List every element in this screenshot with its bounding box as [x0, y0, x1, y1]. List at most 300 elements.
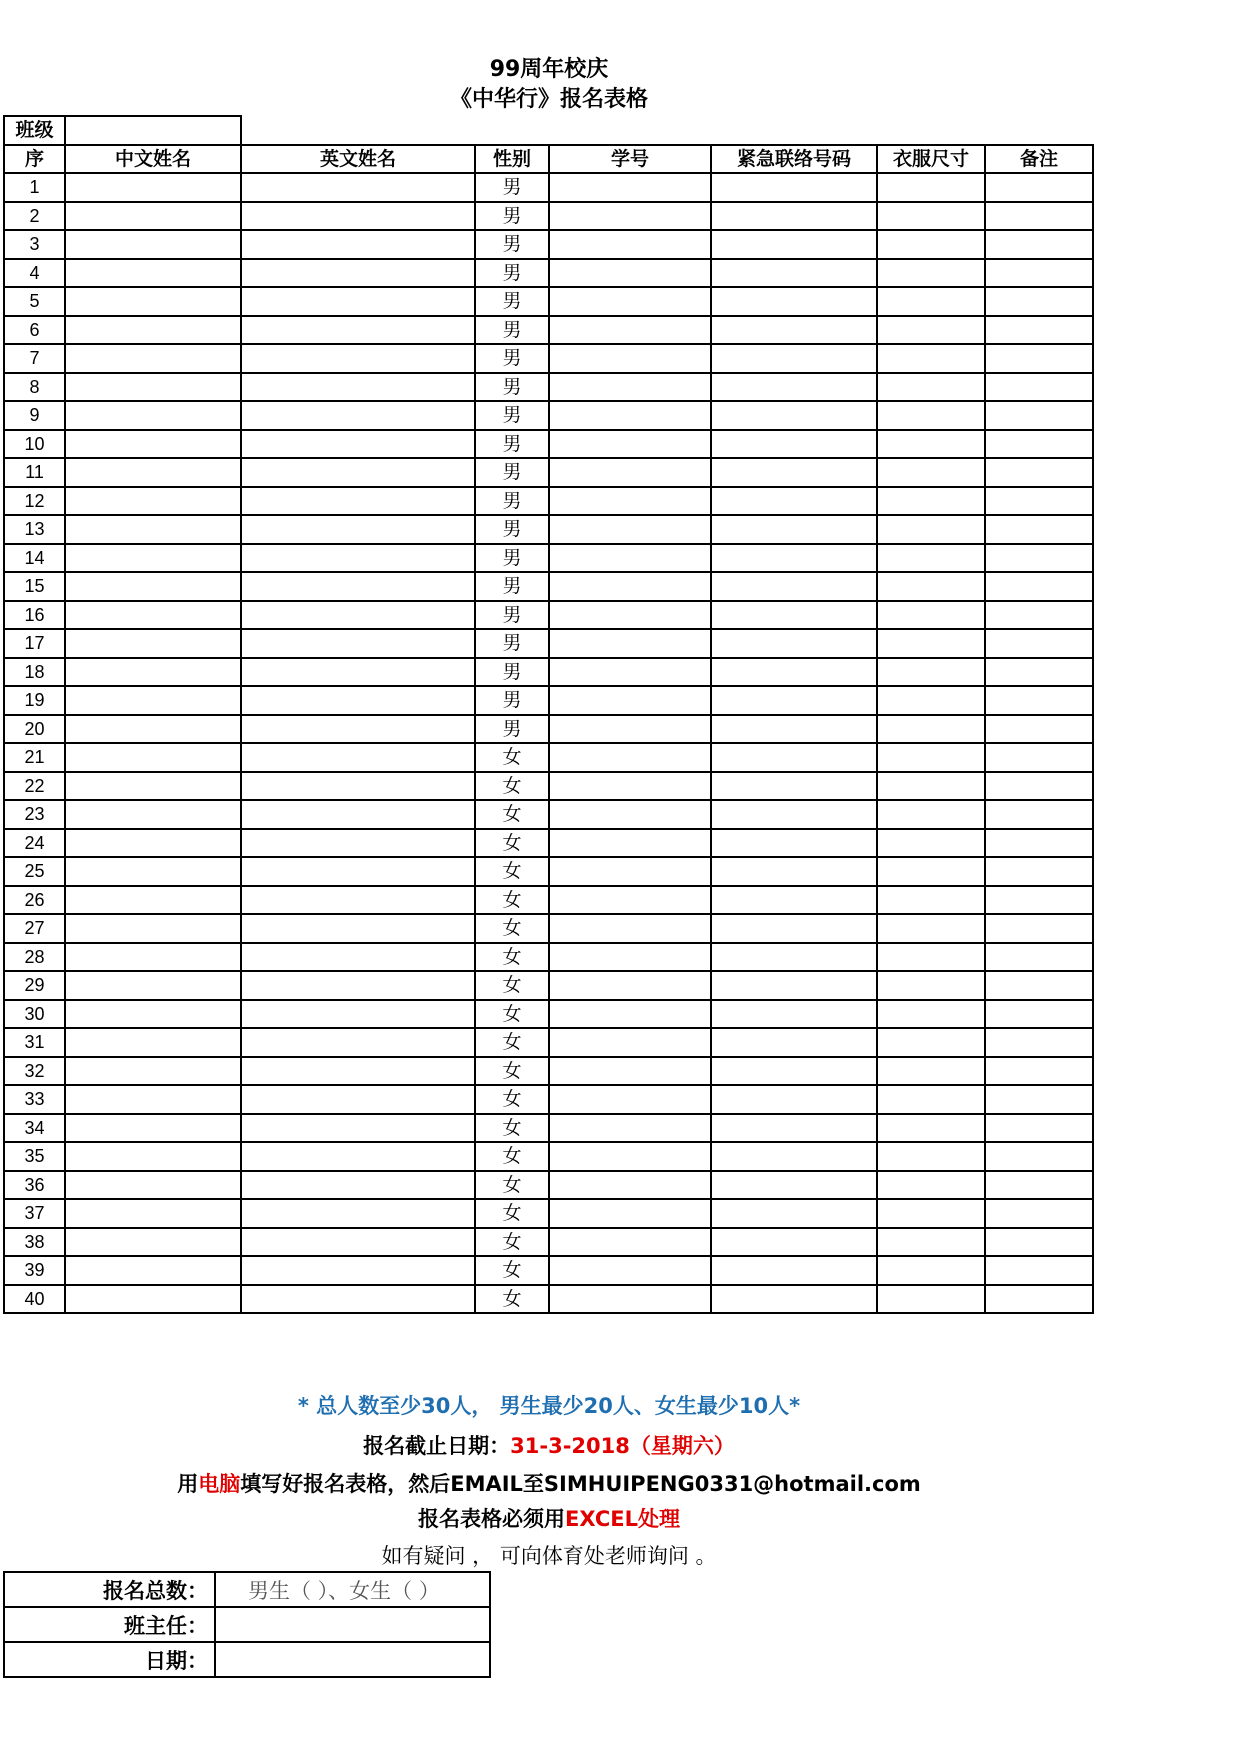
input-cell[interactable]: [985, 544, 1093, 573]
input-cell[interactable]: [985, 202, 1093, 231]
row-number: 24: [4, 829, 65, 858]
input-cell[interactable]: [549, 1171, 711, 1200]
input-cell[interactable]: [877, 287, 985, 316]
input-cell[interactable]: [65, 259, 241, 288]
table-row: [4, 515, 1093, 544]
input-cell[interactable]: [549, 943, 711, 972]
input-cell[interactable]: [985, 1057, 1093, 1086]
row-number: 39: [4, 1256, 65, 1285]
input-cell[interactable]: [877, 373, 985, 402]
input-cell[interactable]: [711, 344, 877, 373]
input-cell[interactable]: [241, 857, 475, 886]
input-cell[interactable]: [985, 658, 1093, 687]
input-cell[interactable]: [877, 1000, 985, 1029]
input-cell[interactable]: [65, 544, 241, 573]
input-cell[interactable]: [985, 914, 1093, 943]
input-cell[interactable]: [985, 430, 1093, 459]
input-cell[interactable]: [241, 458, 475, 487]
teacher-input-cell[interactable]: [215, 1607, 490, 1642]
input-cell[interactable]: [877, 515, 985, 544]
input-cell[interactable]: [549, 173, 711, 202]
input-cell[interactable]: [985, 259, 1093, 288]
input-cell[interactable]: [711, 800, 877, 829]
input-cell[interactable]: [877, 686, 985, 715]
submit-note: [0, 1468, 1098, 1498]
total-label: 报名总数：: [4, 1572, 215, 1607]
input-cell[interactable]: [711, 572, 877, 601]
table-row: [4, 202, 1093, 231]
input-cell[interactable]: [877, 829, 985, 858]
input-cell[interactable]: [985, 1171, 1093, 1200]
input-cell[interactable]: [985, 829, 1093, 858]
input-cell[interactable]: [711, 629, 877, 658]
table-row: [4, 943, 1093, 972]
input-cell[interactable]: [549, 373, 711, 402]
input-cell[interactable]: [549, 430, 711, 459]
input-cell[interactable]: [241, 686, 475, 715]
input-cell[interactable]: [549, 857, 711, 886]
input-cell[interactable]: [65, 1000, 241, 1029]
date-label: 日期：: [4, 1642, 215, 1677]
row-number: 25: [4, 857, 65, 886]
input-cell[interactable]: [985, 515, 1093, 544]
input-cell[interactable]: [65, 715, 241, 744]
input-cell[interactable]: [65, 857, 241, 886]
input-cell[interactable]: [711, 316, 877, 345]
input-cell[interactable]: [65, 458, 241, 487]
input-cell[interactable]: [985, 629, 1093, 658]
input-cell[interactable]: [985, 743, 1093, 772]
input-cell[interactable]: [65, 743, 241, 772]
input-cell[interactable]: [985, 487, 1093, 516]
input-cell[interactable]: [549, 886, 711, 915]
input-cell[interactable]: [985, 373, 1093, 402]
input-cell[interactable]: [985, 458, 1093, 487]
input-cell[interactable]: [65, 430, 241, 459]
input-cell[interactable]: [711, 1142, 877, 1171]
input-cell[interactable]: [711, 943, 877, 972]
input-cell[interactable]: [65, 401, 241, 430]
input-cell[interactable]: [877, 971, 985, 1000]
input-cell[interactable]: [549, 1085, 711, 1114]
date-input-cell[interactable]: [215, 1642, 490, 1677]
input-cell[interactable]: [985, 1085, 1093, 1114]
table-row: [4, 686, 1093, 715]
input-cell[interactable]: [241, 1142, 475, 1171]
teacher-label: 班主任：: [4, 1607, 215, 1642]
table-row: [4, 259, 1093, 288]
class-label: 班级: [4, 116, 65, 145]
submit-suffix: 填写好报名表格，然后EMAIL至SIMHUIPENG0331@hotmail.com: [240, 1472, 921, 1496]
input-cell[interactable]: [985, 772, 1093, 801]
input-cell[interactable]: [877, 601, 985, 630]
input-cell[interactable]: [65, 943, 241, 972]
gender-cell: 男: [475, 572, 549, 601]
input-cell[interactable]: [549, 658, 711, 687]
input-cell[interactable]: [65, 287, 241, 316]
input-cell[interactable]: [877, 344, 985, 373]
question-note: 如有疑问 ， 可向体育处老师询问 。: [381, 1544, 717, 1568]
row-number: 29: [4, 971, 65, 1000]
input-cell[interactable]: [241, 601, 475, 630]
input-cell[interactable]: [711, 829, 877, 858]
header-cell: 英文姓名: [241, 145, 475, 174]
input-cell[interactable]: [549, 572, 711, 601]
input-cell[interactable]: [877, 943, 985, 972]
row-number: 12: [4, 487, 65, 516]
input-cell[interactable]: [711, 886, 877, 915]
input-cell[interactable]: [877, 1114, 985, 1143]
input-cell[interactable]: [549, 914, 711, 943]
input-cell[interactable]: [877, 1199, 985, 1228]
input-cell[interactable]: [877, 430, 985, 459]
input-cell[interactable]: [985, 1256, 1093, 1285]
input-cell[interactable]: [241, 344, 475, 373]
input-cell[interactable]: [985, 715, 1093, 744]
input-cell[interactable]: [877, 1285, 985, 1314]
input-cell[interactable]: [65, 515, 241, 544]
input-cell[interactable]: [241, 230, 475, 259]
input-cell[interactable]: [549, 629, 711, 658]
input-cell[interactable]: [65, 914, 241, 943]
gender-cell: 女: [475, 1114, 549, 1143]
input-cell[interactable]: [65, 1142, 241, 1171]
input-cell[interactable]: [985, 886, 1093, 915]
input-cell[interactable]: [65, 971, 241, 1000]
input-cell[interactable]: [241, 914, 475, 943]
input-cell[interactable]: [985, 287, 1093, 316]
table-row: [4, 230, 1093, 259]
input-cell[interactable]: [549, 316, 711, 345]
input-cell[interactable]: [711, 1256, 877, 1285]
input-cell[interactable]: [241, 1256, 475, 1285]
input-cell[interactable]: [549, 686, 711, 715]
row-number: 1: [4, 173, 65, 202]
input-cell[interactable]: [985, 344, 1093, 373]
input-cell[interactable]: [985, 401, 1093, 430]
input-cell[interactable]: [985, 1142, 1093, 1171]
input-cell[interactable]: [877, 544, 985, 573]
input-cell[interactable]: [241, 886, 475, 915]
input-cell[interactable]: [241, 1285, 475, 1314]
gender-cell: 男: [475, 344, 549, 373]
input-cell[interactable]: [985, 1285, 1093, 1314]
input-cell[interactable]: [711, 259, 877, 288]
input-cell[interactable]: [549, 230, 711, 259]
input-cell[interactable]: [985, 857, 1093, 886]
input-cell[interactable]: [877, 800, 985, 829]
table-row: [4, 743, 1093, 772]
input-cell[interactable]: [65, 173, 241, 202]
input-cell[interactable]: [711, 743, 877, 772]
input-cell[interactable]: [877, 1028, 985, 1057]
class-input-cell[interactable]: [65, 116, 241, 145]
input-cell[interactable]: [985, 230, 1093, 259]
input-cell[interactable]: [549, 971, 711, 1000]
gender-cell: 男: [475, 715, 549, 744]
input-cell[interactable]: [711, 601, 877, 630]
gender-cell: 女: [475, 886, 549, 915]
gender-cell: 女: [475, 857, 549, 886]
input-cell[interactable]: [877, 1228, 985, 1257]
row-number: 19: [4, 686, 65, 715]
input-cell[interactable]: [65, 230, 241, 259]
input-cell[interactable]: [549, 1057, 711, 1086]
input-cell[interactable]: [711, 487, 877, 516]
input-cell[interactable]: [877, 743, 985, 772]
row-number: 21: [4, 743, 65, 772]
input-cell[interactable]: [711, 772, 877, 801]
input-cell[interactable]: [877, 230, 985, 259]
input-cell[interactable]: [877, 1085, 985, 1114]
input-cell[interactable]: [877, 658, 985, 687]
input-cell[interactable]: [241, 202, 475, 231]
input-cell[interactable]: [711, 1114, 877, 1143]
input-cell[interactable]: [549, 287, 711, 316]
header-cell: 中文姓名: [65, 145, 241, 174]
input-cell[interactable]: [711, 287, 877, 316]
input-cell[interactable]: [549, 1142, 711, 1171]
input-cell[interactable]: [549, 772, 711, 801]
gender-cell: 女: [475, 1085, 549, 1114]
input-cell[interactable]: [241, 287, 475, 316]
input-cell[interactable]: [711, 202, 877, 231]
input-cell[interactable]: [65, 1171, 241, 1200]
input-cell[interactable]: [65, 373, 241, 402]
input-cell[interactable]: [549, 1114, 711, 1143]
input-cell[interactable]: [985, 173, 1093, 202]
input-cell[interactable]: [711, 173, 877, 202]
input-cell[interactable]: [241, 1171, 475, 1200]
row-number: 11: [4, 458, 65, 487]
input-cell[interactable]: [985, 800, 1093, 829]
input-cell[interactable]: [241, 373, 475, 402]
input-cell[interactable]: [241, 715, 475, 744]
input-cell[interactable]: [65, 1028, 241, 1057]
input-cell[interactable]: [241, 544, 475, 573]
table-row: [4, 1085, 1093, 1114]
input-cell[interactable]: [65, 1228, 241, 1257]
input-cell[interactable]: [711, 373, 877, 402]
input-cell[interactable]: [241, 1114, 475, 1143]
input-cell[interactable]: [241, 1199, 475, 1228]
excel-red: EXCEL处理: [565, 1507, 680, 1531]
input-cell[interactable]: [711, 1285, 877, 1314]
input-cell[interactable]: [65, 772, 241, 801]
input-cell[interactable]: [711, 1028, 877, 1057]
input-cell[interactable]: [241, 259, 475, 288]
footer-teacher-row: [4, 1607, 490, 1642]
input-cell[interactable]: [985, 686, 1093, 715]
input-cell[interactable]: [877, 487, 985, 516]
input-cell[interactable]: [549, 401, 711, 430]
submit-red: 电脑: [198, 1472, 241, 1496]
input-cell[interactable]: [241, 515, 475, 544]
input-cell[interactable]: [549, 1228, 711, 1257]
input-cell[interactable]: [65, 1256, 241, 1285]
input-cell[interactable]: [877, 629, 985, 658]
table-row: [4, 829, 1093, 858]
input-cell[interactable]: [711, 658, 877, 687]
input-cell[interactable]: [877, 202, 985, 231]
input-cell[interactable]: [241, 1085, 475, 1114]
input-cell[interactable]: [877, 458, 985, 487]
input-cell[interactable]: [711, 515, 877, 544]
input-cell[interactable]: [241, 1028, 475, 1057]
input-cell[interactable]: [549, 544, 711, 573]
gender-cell: 女: [475, 743, 549, 772]
input-cell[interactable]: [711, 401, 877, 430]
input-cell[interactable]: [985, 1228, 1093, 1257]
input-cell[interactable]: [241, 316, 475, 345]
input-cell[interactable]: [549, 515, 711, 544]
gender-cell: 男: [475, 458, 549, 487]
input-cell[interactable]: [711, 1171, 877, 1200]
input-cell[interactable]: [241, 401, 475, 430]
input-cell[interactable]: [985, 572, 1093, 601]
input-cell[interactable]: [877, 772, 985, 801]
input-cell[interactable]: [711, 458, 877, 487]
input-cell[interactable]: [65, 572, 241, 601]
gender-cell: 女: [475, 1057, 549, 1086]
submit-prefix: 用: [177, 1472, 199, 1496]
input-cell[interactable]: [65, 800, 241, 829]
input-cell[interactable]: [711, 1057, 877, 1086]
input-cell[interactable]: [549, 1028, 711, 1057]
input-cell[interactable]: [241, 772, 475, 801]
footer-table: [3, 1571, 491, 1678]
input-cell[interactable]: [877, 1057, 985, 1086]
input-cell[interactable]: [711, 544, 877, 573]
input-cell[interactable]: [65, 1057, 241, 1086]
input-cell[interactable]: [877, 715, 985, 744]
input-cell[interactable]: [711, 1000, 877, 1029]
input-cell[interactable]: [877, 316, 985, 345]
input-cell[interactable]: [985, 601, 1093, 630]
input-cell[interactable]: [549, 601, 711, 630]
input-cell[interactable]: [65, 1285, 241, 1314]
input-cell[interactable]: [985, 316, 1093, 345]
input-cell[interactable]: [711, 715, 877, 744]
row-number: 37: [4, 1199, 65, 1228]
input-cell[interactable]: [985, 971, 1093, 1000]
input-cell[interactable]: [241, 943, 475, 972]
input-cell[interactable]: [65, 601, 241, 630]
input-cell[interactable]: [877, 886, 985, 915]
input-cell[interactable]: [877, 1171, 985, 1200]
input-cell[interactable]: [241, 800, 475, 829]
input-cell[interactable]: [65, 344, 241, 373]
input-cell[interactable]: [549, 458, 711, 487]
input-cell[interactable]: [549, 1000, 711, 1029]
input-cell[interactable]: [241, 829, 475, 858]
input-cell[interactable]: [711, 430, 877, 459]
table-row: [4, 430, 1093, 459]
input-cell[interactable]: [985, 1199, 1093, 1228]
input-cell[interactable]: [65, 886, 241, 915]
input-cell[interactable]: [711, 1199, 877, 1228]
input-cell[interactable]: [985, 1028, 1093, 1057]
input-cell[interactable]: [711, 1085, 877, 1114]
title-line1: 99周年校庆: [489, 57, 609, 82]
input-cell[interactable]: [877, 1142, 985, 1171]
input-cell[interactable]: [985, 1000, 1093, 1029]
input-cell[interactable]: [241, 572, 475, 601]
input-cell[interactable]: [241, 1000, 475, 1029]
input-cell[interactable]: [549, 829, 711, 858]
input-cell[interactable]: [549, 743, 711, 772]
input-cell[interactable]: [549, 487, 711, 516]
gender-cell: 男: [475, 629, 549, 658]
input-cell[interactable]: [241, 1057, 475, 1086]
input-cell[interactable]: [65, 829, 241, 858]
input-cell[interactable]: [549, 715, 711, 744]
input-cell[interactable]: [65, 1114, 241, 1143]
input-cell[interactable]: [65, 487, 241, 516]
input-cell[interactable]: [241, 173, 475, 202]
row-number: 9: [4, 401, 65, 430]
input-cell[interactable]: [711, 971, 877, 1000]
row-number: 14: [4, 544, 65, 573]
input-cell[interactable]: [241, 743, 475, 772]
input-cell[interactable]: [549, 1285, 711, 1314]
deadline-value: 31-3-2018（星期六）: [510, 1434, 735, 1458]
input-cell[interactable]: [65, 316, 241, 345]
input-cell[interactable]: [65, 202, 241, 231]
input-cell[interactable]: [549, 344, 711, 373]
input-cell[interactable]: [711, 686, 877, 715]
input-cell[interactable]: [549, 259, 711, 288]
input-cell[interactable]: [711, 914, 877, 943]
gender-cell: 女: [475, 772, 549, 801]
input-cell[interactable]: [65, 1199, 241, 1228]
input-cell[interactable]: [711, 1228, 877, 1257]
input-cell[interactable]: [65, 629, 241, 658]
gender-cell: 女: [475, 1000, 549, 1029]
input-cell[interactable]: [549, 800, 711, 829]
input-cell[interactable]: [985, 1114, 1093, 1143]
total-value[interactable]: 男生（ ）、女生（ ）: [215, 1572, 490, 1607]
input-cell[interactable]: [877, 914, 985, 943]
input-cell[interactable]: [241, 629, 475, 658]
input-cell[interactable]: [241, 430, 475, 459]
input-cell[interactable]: [877, 1256, 985, 1285]
input-cell[interactable]: [549, 1256, 711, 1285]
input-cell[interactable]: [549, 1199, 711, 1228]
input-cell[interactable]: [549, 202, 711, 231]
input-cell[interactable]: [65, 686, 241, 715]
input-cell[interactable]: [241, 1228, 475, 1257]
input-cell[interactable]: [241, 487, 475, 516]
input-cell[interactable]: [877, 259, 985, 288]
input-cell[interactable]: [877, 401, 985, 430]
input-cell[interactable]: [985, 943, 1093, 972]
input-cell[interactable]: [241, 658, 475, 687]
table-row: [4, 487, 1093, 516]
input-cell[interactable]: [711, 857, 877, 886]
input-cell[interactable]: [65, 1085, 241, 1114]
input-cell[interactable]: [877, 572, 985, 601]
row-number: 31: [4, 1028, 65, 1057]
input-cell[interactable]: [711, 230, 877, 259]
table-row: [4, 173, 1093, 202]
input-cell[interactable]: [877, 173, 985, 202]
table-row: [4, 373, 1093, 402]
input-cell[interactable]: [241, 971, 475, 1000]
input-cell[interactable]: [65, 658, 241, 687]
input-cell[interactable]: [877, 857, 985, 886]
table-row: [4, 914, 1093, 943]
